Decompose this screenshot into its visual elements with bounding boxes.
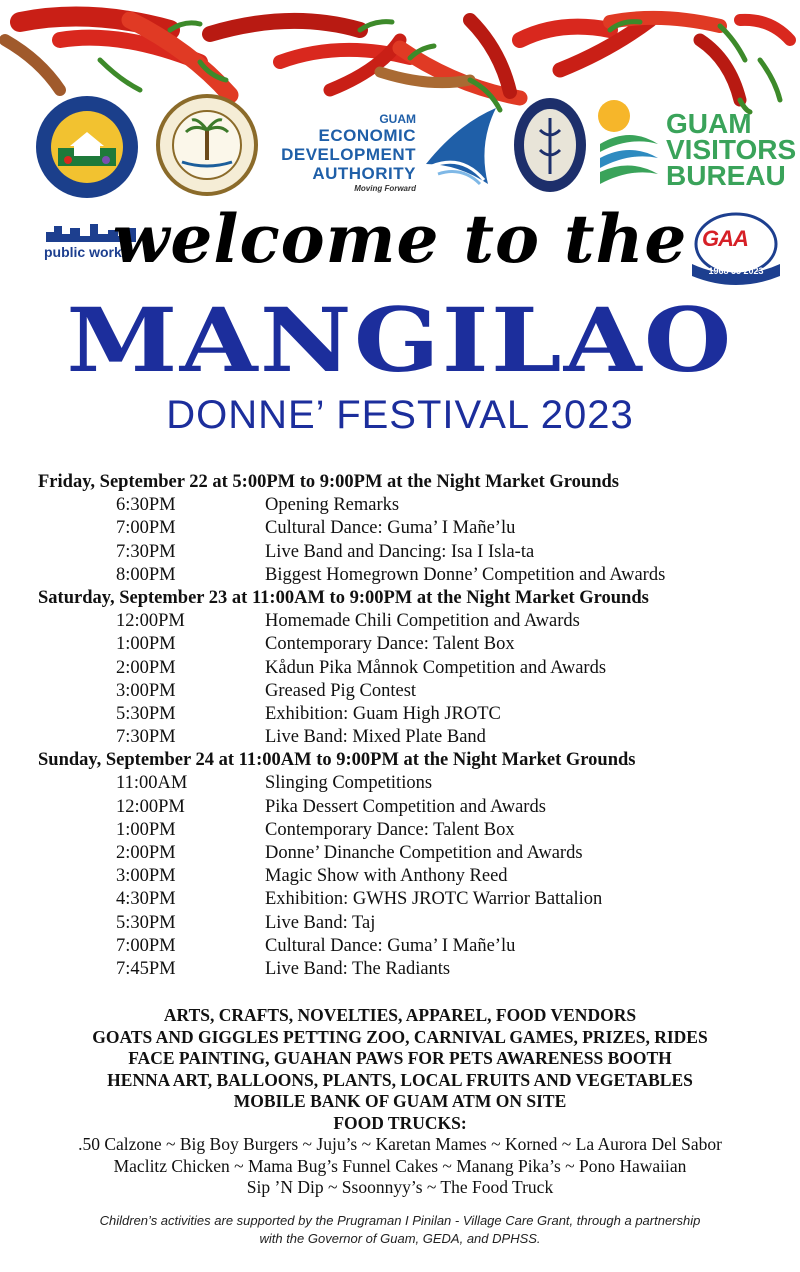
event-name: Biggest Homegrown Donne’ Competition and Awards <box>265 564 666 585</box>
event-row <box>38 842 778 865</box>
event-name: Live Band: Mixed Plate Band <box>265 727 486 748</box>
event-name: Live Band and Dancing: Isa I Isla-ta <box>265 541 535 562</box>
gvb-line-visitors: VISITORS <box>666 134 797 165</box>
day-heading-friday: Friday, September 22 at 5:00PM to 9:00PM at the Night Market Grounds <box>38 472 619 492</box>
event-schedule <box>38 471 778 981</box>
event-time: 7:30PM <box>116 541 176 562</box>
gaa-label: GAA <box>702 226 748 251</box>
geda-tagline: Moving Forward <box>354 184 416 193</box>
event-name: Slinging Competitions <box>265 773 433 794</box>
event-row <box>38 633 778 656</box>
header-banner <box>0 0 800 205</box>
event-row <box>38 796 778 819</box>
event-row <box>38 726 778 749</box>
festival-name-heading: MANGILAO <box>66 288 734 392</box>
event-name: Magic Show with Anthony Reed <box>265 866 508 887</box>
mangilao-seal-icon <box>34 94 140 200</box>
event-row <box>38 494 778 517</box>
footnote-line-1: Children’s activities are supported by the Prugraman I Pinilan - Village Care Grant, through a partnership <box>99 1213 701 1228</box>
event-name: Greased Pig Contest <box>265 680 417 701</box>
event-time: 1:00PM <box>116 819 176 840</box>
event-time: 2:00PM <box>116 657 176 678</box>
event-time: 7:00PM <box>116 518 176 539</box>
event-row <box>38 912 778 935</box>
event-time: 4:30PM <box>116 889 176 910</box>
geda-line-authority: AUTHORITY <box>312 164 416 183</box>
event-row <box>38 703 778 726</box>
event-time: 1:00PM <box>116 634 176 655</box>
event-name: Live Band: Taj <box>265 912 376 933</box>
event-time: 3:00PM <box>116 680 176 701</box>
public-works-label: public works <box>44 244 130 260</box>
dphss-seal-icon <box>512 96 588 194</box>
event-time: 7:30PM <box>116 727 176 748</box>
amenity-line: GOATS AND GIGGLES PETTING ZOO, CARNIVAL GAMES, PRIZES, RIDES <box>92 1026 708 1047</box>
event-row <box>38 680 778 703</box>
event-name: Contemporary Dance: Talent Box <box>265 819 515 840</box>
geda-guam-label: GUAM <box>379 112 416 126</box>
event-time: 7:45PM <box>116 958 176 979</box>
event-time: 3:00PM <box>116 866 176 887</box>
day-heading-sunday: Sunday, September 24 at 11:00AM to 9:00PM at the Night Market Grounds <box>38 750 636 771</box>
event-row <box>38 772 778 795</box>
amenity-line: MOBILE BANK OF GUAM ATM ON SITE <box>233 1091 567 1111</box>
event-row <box>38 657 778 680</box>
event-row <box>38 541 778 564</box>
food-trucks-heading: FOOD TRUCKS: <box>333 1112 467 1133</box>
amenity-line: ARTS, CRAFTS, NOVELTIES, APPAREL, FOOD VENDORS <box>163 1005 637 1025</box>
event-row <box>38 517 778 540</box>
food-truck-list-line: Maclitz Chicken ~ Mama Bug’s Funnel Cakes ~ Manang Pika’s ~ Pono Hawaiian <box>113 1155 687 1176</box>
event-name: Cultural Dance: Guma’ I Mañe’lu <box>265 518 516 539</box>
event-time: 5:30PM <box>116 703 176 724</box>
festival-subtitle: DONNE’ FESTIVAL 2023 <box>166 393 634 437</box>
event-name: Exhibition: Guam High JROTC <box>265 703 501 724</box>
amenity-line: FACE PAINTING, GUAHAN PAWS FOR PETS AWARENESS BOOTH <box>128 1048 672 1068</box>
food-truck-list-line: Sip ’N Dip ~ Ssoonnyy’s ~ The Food Truck <box>246 1177 554 1197</box>
welcome-heading: welcome to the <box>112 200 688 278</box>
gaa-anniversary-years: 1968 55 2023 <box>708 266 764 276</box>
geda-line-development: DEVELOPMENT <box>281 145 416 164</box>
day-heading-saturday: Saturday, September 23 at 11:00AM to 9:00PM at the Night Market Grounds <box>38 587 649 608</box>
amenities-section <box>0 1005 800 1199</box>
event-name: Cultural Dance: Guma’ I Mañe’lu <box>265 935 516 956</box>
event-row <box>38 564 778 587</box>
event-name: Live Band: The Radiants <box>265 958 451 979</box>
mangilao-seal-logo <box>34 94 140 200</box>
event-name: Homemade Chili Competition and Awards <box>265 611 580 632</box>
event-name: Kådun Pika Månnok Competition and Awards <box>265 657 607 678</box>
event-name: Donne’ Dinanche Competition and Awards <box>265 843 583 863</box>
event-time: 12:00PM <box>116 796 185 817</box>
event-row <box>38 935 778 958</box>
event-time: 8:00PM <box>116 564 176 585</box>
governor-seal-logo <box>156 94 258 196</box>
geda-line-economic: ECONOMIC <box>318 126 416 145</box>
event-name: Pika Dessert Competition and Awards <box>265 796 546 817</box>
event-time: 2:00PM <box>116 843 176 863</box>
event-row <box>38 958 778 981</box>
dphss-seal-logo <box>512 96 588 194</box>
gvb-line-bureau: BUREAU <box>666 160 786 191</box>
gvb-sun-wave-icon <box>596 96 662 192</box>
geda-logo <box>268 100 498 195</box>
event-time: 5:30PM <box>116 912 176 933</box>
event-row <box>38 610 778 633</box>
governor-seal-icon <box>156 94 258 196</box>
event-name: Contemporary Dance: Talent Box <box>265 634 515 655</box>
event-time: 11:00AM <box>116 773 188 794</box>
event-time: 6:30PM <box>116 495 176 516</box>
event-row <box>38 865 778 888</box>
gvb-logo <box>596 96 797 196</box>
amenity-line: HENNA ART, BALLOONS, PLANTS, LOCAL FRUITS AND VEGETABLES <box>107 1069 693 1090</box>
event-time: 12:00PM <box>116 611 185 632</box>
event-row <box>38 888 778 911</box>
food-truck-list-line: .50 Calzone ~ Big Boy Burgers ~ Juju’s ~ Karetan Mames ~ Korned ~ La Aurora Del Sabor <box>78 1134 722 1154</box>
event-name: Opening Remarks <box>265 495 400 516</box>
sponsor-footnote <box>0 1212 800 1248</box>
event-row <box>38 819 778 842</box>
event-time: 7:00PM <box>116 935 176 956</box>
geda-wave-icon <box>418 104 498 190</box>
gvb-line-guam: GUAM <box>666 108 752 139</box>
footnote-line-2: with the Governor of Guam, GEDA, and DPHSS. <box>259 1231 541 1246</box>
event-name: Exhibition: GWHS JROTC Warrior Battalion <box>265 889 603 910</box>
